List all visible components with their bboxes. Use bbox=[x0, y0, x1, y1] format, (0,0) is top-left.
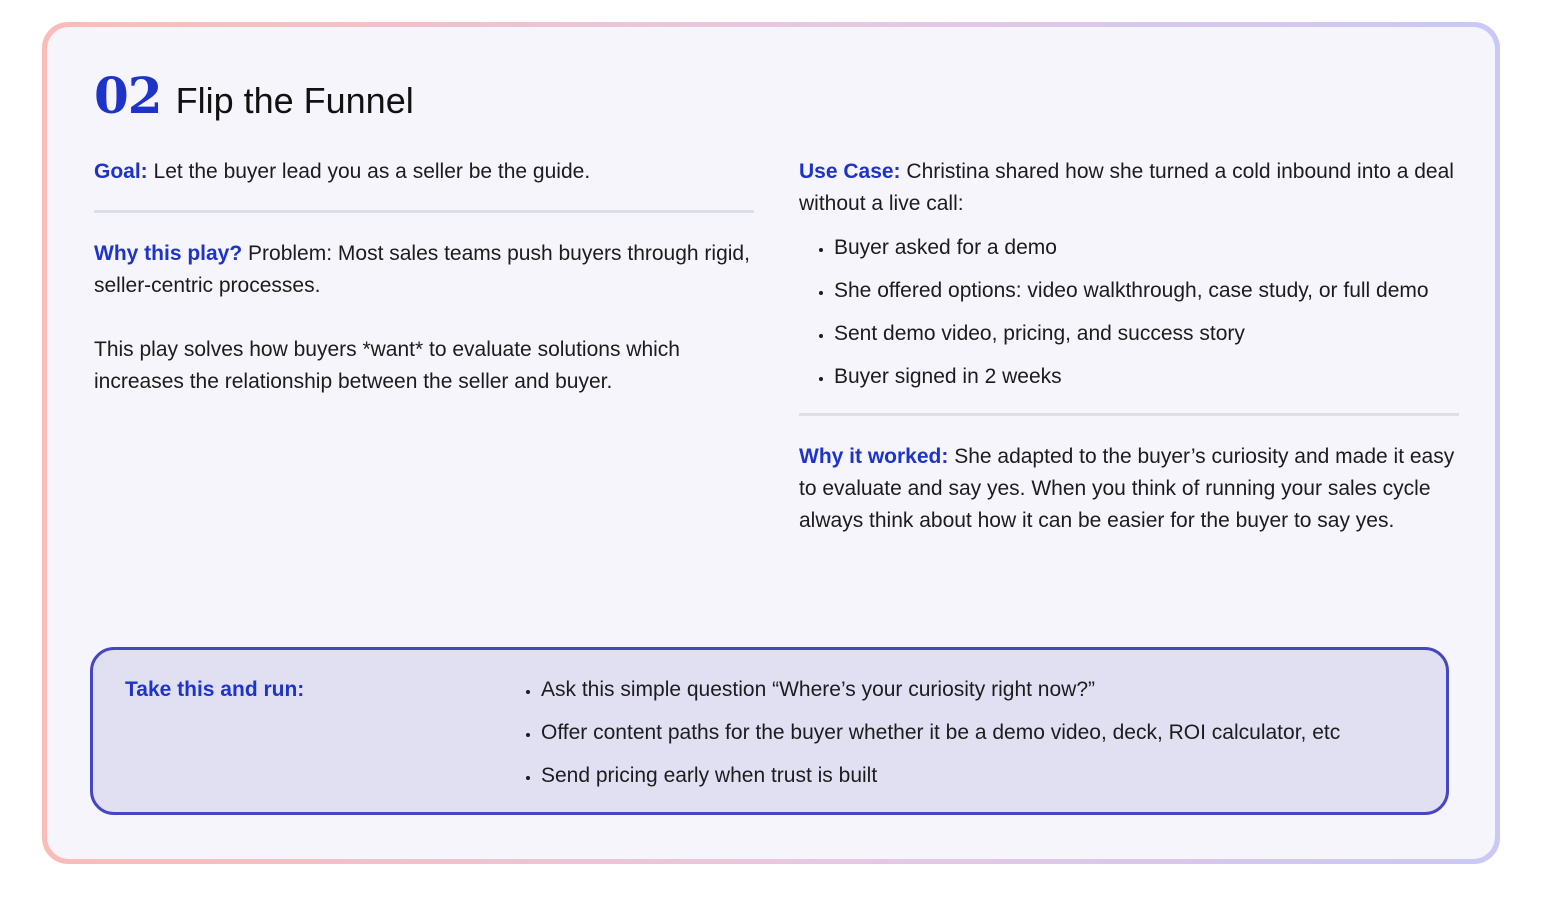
list-item: • Sent demo video, pricing, and success story bbox=[834, 318, 1459, 350]
list-item: • Ask this simple question “Where’s your curiosity right now?” bbox=[541, 674, 1340, 706]
list-item: • Send pricing early when trust is built bbox=[541, 760, 1340, 792]
take-this-and-run-label: Take this and run: bbox=[125, 678, 305, 701]
why-this-play-paragraph bbox=[94, 238, 754, 302]
why-this-play-text: Problem: Most sales teams push buyers through rigid, seller-centric processes. bbox=[94, 242, 750, 297]
paragraph-gap bbox=[94, 302, 754, 334]
list-item: • She offered options: video walkthrough, case study, or full demo bbox=[834, 275, 1459, 307]
why-it-worked-text: She adapted to the buyer’s curiosity and made it easy to evaluate and say yes. When you think of running your sales cycle always think about how it can be easier for the buyer to say yes. bbox=[799, 445, 1455, 532]
right-divider bbox=[799, 413, 1459, 416]
goal-paragraph bbox=[94, 156, 754, 188]
card-border bbox=[42, 22, 1500, 864]
left-column bbox=[94, 156, 754, 398]
take-this-and-run-list bbox=[501, 674, 1340, 803]
play-number: 02 bbox=[94, 66, 162, 125]
use-case-list bbox=[799, 232, 1459, 393]
play-title: Flip the Funnel bbox=[175, 80, 414, 121]
goal-label: Goal: bbox=[94, 160, 148, 183]
page-title bbox=[94, 66, 414, 125]
use-case-text: Christina shared how she turned a cold inbound into a deal without a live call: bbox=[799, 160, 1454, 215]
left-divider bbox=[94, 210, 754, 213]
list-item: • Offer content paths for the buyer whether it be a demo video, deck, ROI calculator, etc bbox=[541, 717, 1340, 749]
why-this-play-paragraph-2: This play solves how buyers *want* to evaluate solutions which increases the relationship between the seller and buyer. bbox=[94, 338, 680, 393]
why-this-play-label: Why this play? bbox=[94, 242, 243, 265]
why-it-worked-paragraph bbox=[799, 441, 1459, 537]
why-it-worked-label: Why it worked: bbox=[799, 445, 949, 468]
use-case-label: Use Case: bbox=[799, 160, 901, 183]
use-case-paragraph bbox=[799, 156, 1459, 220]
list-item: • Buyer signed in 2 weeks bbox=[834, 361, 1459, 393]
goal-text: Let the buyer lead you as a seller be the guide. bbox=[153, 160, 591, 183]
take-this-and-run-box bbox=[90, 647, 1449, 815]
list-item: • Buyer asked for a demo bbox=[834, 232, 1459, 264]
right-column bbox=[799, 156, 1459, 537]
play-card bbox=[47, 27, 1495, 859]
